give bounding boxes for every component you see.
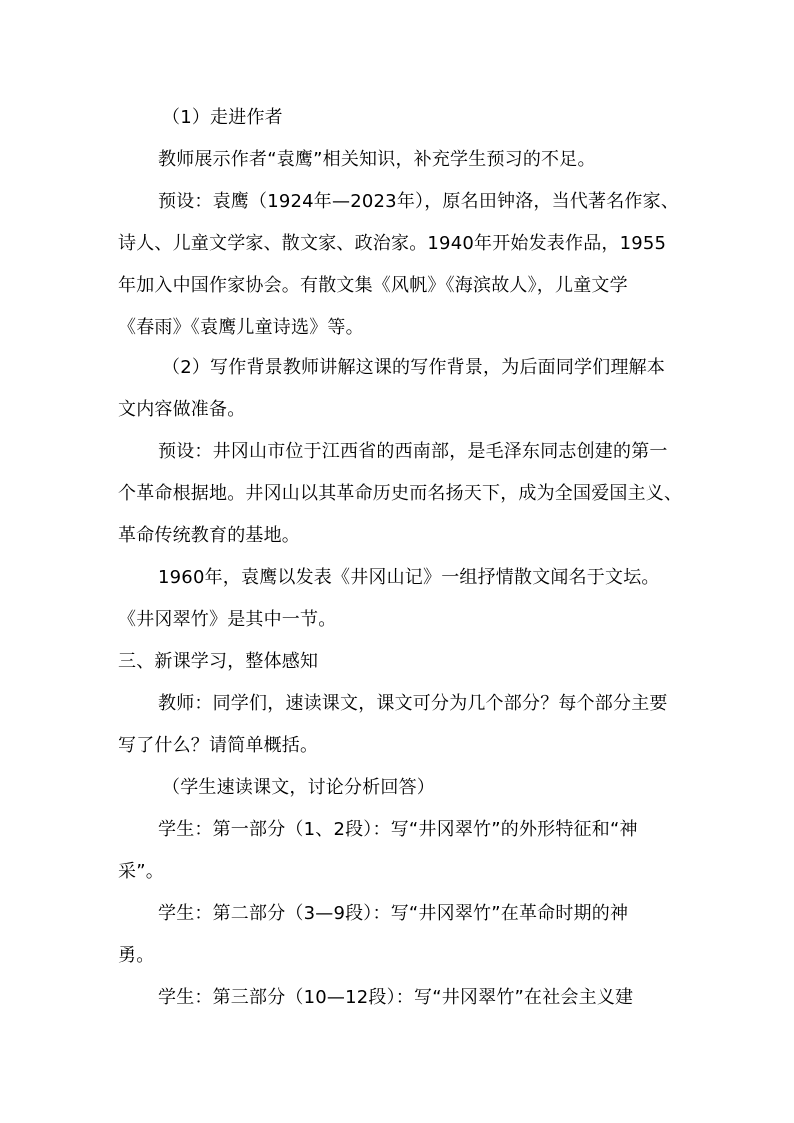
- paragraph-preset-author-line-3: 年加入中国作家协会。有散文集《风帆》《海滨故人》，儿童文学: [118, 275, 628, 296]
- paragraph-1960-line-1: 1960年，袁鹰以发表《井冈山记》一组抒情散文闻名于文坛。: [158, 567, 660, 588]
- paragraph-preset-jinggangshan-line-2: 个革命根据地。井冈山以其革命历史而名扬天下，成为全国爱国主义、: [118, 483, 683, 504]
- paragraph-student-part-1-line-1: 学生：第一部分（1、2段）：写“井冈翠竹”的外形特征和“神: [158, 819, 638, 840]
- paragraph-student-part-1-line-2: 采”。: [118, 861, 164, 882]
- paragraph-preset-jinggangshan-line-1: 预设：井冈山市位于江西省的西南部，是毛泽东同志创建的第一: [158, 441, 668, 462]
- paragraph-preset-author-line-1: 预设：袁鹰（1924年—2023年），原名田钟洛，当代著名作家、: [158, 191, 680, 212]
- paragraph-teacher-question-line-2: 写了什么？请简单概括。: [118, 735, 319, 756]
- heading-1-walk-into-author: （1）走进作者: [162, 107, 283, 128]
- heading-2-background-line-2: 文内容做准备。: [118, 399, 246, 420]
- paragraph-student-part-3-line-1: 学生：第三部分（10—12段）：写“井冈翠竹”在社会主义建: [158, 987, 634, 1008]
- paragraph-student-part-2-line-2: 勇。: [118, 945, 155, 966]
- heading-2-background-line-1: （2）写作背景教师讲解这课的写作背景，为后面同学们理解本: [162, 357, 666, 378]
- paragraph-preset-author-line-2: 诗人、儿童文学家、散文家、政治家。1940年开始发表作品，1955: [118, 233, 667, 254]
- paragraph-student-part-2-line-1: 学生：第二部分（3—9段）：写“井冈翠竹”在革命时期的神: [158, 903, 629, 924]
- paragraph-teacher-show-author: 教师展示作者“袁鹰”相关知识，补充学生预习的不足。: [158, 149, 596, 170]
- paragraph-teacher-question-line-1: 教师：同学们，速读课文，课文可分为几个部分？每个部分主要: [158, 693, 668, 714]
- paragraph-preset-jinggangshan-line-3: 革命传统教育的基地。: [118, 525, 300, 546]
- paragraph-1960-line-2: 《井冈翠竹》是其中一节。: [118, 609, 337, 630]
- section-3-title: 三、新课学习，整体感知: [118, 651, 319, 672]
- paragraph-preset-author-line-4: 《春雨》《袁鹰儿童诗选》等。: [118, 317, 364, 338]
- paragraph-students-reading: （学生速读课文，讨论分析回答）: [162, 777, 435, 798]
